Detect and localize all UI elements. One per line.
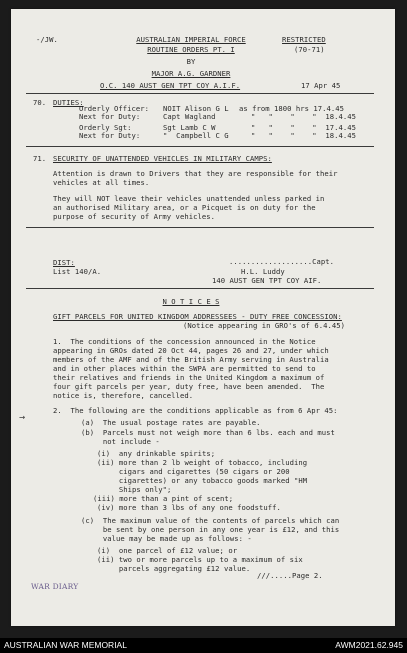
duty-role: Orderly Officer: xyxy=(79,104,150,113)
order-71-number: 71. xyxy=(33,154,47,163)
condition-b-sub: (iii) more than a pint of scent; xyxy=(93,494,234,503)
notice-item-1-line: appearing in GROs dated 20 Oct 44, pages 26 and 27, under which xyxy=(53,346,329,355)
condition-c-line: be sent by one person in any one year is £12, and this xyxy=(81,525,340,534)
duty-role: Next for Duty: xyxy=(79,131,141,140)
notice-item-1-line: members of the AMF and of the British Army serving in Australia xyxy=(53,355,329,364)
notice-subject: GIFT PARCELS FOR UNITED KINGDOM ADDRESSEES - DUTY FREE CONCESSION: xyxy=(53,312,342,321)
order-71-title: SECURITY OF UNATTENDED VEHICLES IN MILITARY CAMPS: xyxy=(53,154,272,163)
order-71-para-line: an authorised Military area, or a Picquet is on duty for the xyxy=(53,203,316,212)
pin-hole-mark: → xyxy=(19,412,26,423)
by-line: BY xyxy=(186,57,196,66)
signature-line: ...................Capt. xyxy=(229,257,335,266)
notice-item-1-line: 1. The conditions of the concession announced in the Notice xyxy=(53,337,316,346)
duty-name: Capt Wagland xyxy=(163,112,216,121)
signatory-name: H.L. Luddy xyxy=(241,267,285,276)
duty-name: " Campbell C G xyxy=(163,131,229,140)
header-rule xyxy=(26,93,374,94)
order-70-rule xyxy=(26,146,374,147)
duty-from: " " " " 18.4.45 xyxy=(251,112,357,121)
order-71-para-line: Attention is drawn to Drivers that they are responsible for their xyxy=(53,169,338,178)
institution-name: AUSTRALIAN WAR MEMORIAL xyxy=(4,640,127,650)
order-70-number: 70. xyxy=(33,98,47,107)
signatory-unit: 140 AUST GEN TPT COY AIF. xyxy=(212,276,322,285)
classification: RESTRICTED xyxy=(282,35,326,44)
notice-item-1-line: and in other places within the SWPA are permitted to send to xyxy=(53,364,316,373)
document-page xyxy=(11,9,395,626)
notice-item-1-line: notice is, therefore, cancelled. xyxy=(53,391,194,400)
duty-from: " " " " 18.4.45 xyxy=(251,131,357,140)
reference-code: -/JW. xyxy=(36,35,58,44)
war-diary-stamp: WAR DIARY xyxy=(31,582,79,591)
order-range: (70-71) xyxy=(294,45,325,54)
notice-item-1-line: their relatives and friends in the United Kingdom a maximum of xyxy=(53,373,325,382)
unit-line: O.C. 140 AUST GEN TPT COY A.I.F. xyxy=(100,81,241,90)
condition-b-line: (b) Parcels must not weigh more than 6 lbs. each and must xyxy=(81,428,335,437)
order-71-para-line: vehicles at all times. xyxy=(53,178,150,187)
organisation-title: AUSTRALIAN IMPERIAL FORCE xyxy=(136,35,246,44)
catalogue-number: AWM2021.62.945 xyxy=(335,640,403,650)
order-71-para-line: purpose of security of Army vehicles. xyxy=(53,212,215,221)
duty-role: Orderly Sgt: xyxy=(79,123,132,132)
condition-b-sub: cigars and cigarettes (50 cigars or 200 xyxy=(97,467,290,476)
condition-c-sub: parcels aggregating £12 value. xyxy=(97,564,251,573)
condition-a: (a) The usual postage rates are payable. xyxy=(81,418,261,427)
archive-footer xyxy=(0,638,407,653)
condition-c-sub: (i) one parcel of £12 value; or xyxy=(97,546,238,555)
order-series: ROUTINE ORDERS PT. I xyxy=(147,45,235,54)
condition-c-line: (c) The maximum value of the contents of parcels which can xyxy=(81,516,340,525)
condition-b-sub: (i) any drinkable spirits; xyxy=(97,449,216,458)
condition-b-sub: Ships only"; xyxy=(97,485,172,494)
condition-b-sub: (iv) more than 3 lbs of any one foodstuff. xyxy=(97,503,281,512)
order-70-title: DUTIES: xyxy=(53,98,84,107)
notices-heading: N O T I C E S xyxy=(162,297,220,306)
distribution-list: List 140/A. xyxy=(53,267,102,276)
duty-from: " " " " 17.4.45 xyxy=(251,123,357,132)
condition-c-sub: (ii) two or more parcels up to a maximum of six xyxy=(97,555,303,564)
order-71-para-line: They will NOT leave their vehicles unattended unless parked in xyxy=(53,194,325,203)
condition-b-sub: cigarettes) or any tobacco goods marked "HM xyxy=(97,476,308,485)
order-date: 17 Apr 45 xyxy=(301,81,341,90)
condition-b-line: not include - xyxy=(81,437,160,446)
duty-role: Next for Duty: xyxy=(79,112,141,121)
order-71-rule xyxy=(26,227,374,228)
duty-name: NOIT Alison G L xyxy=(163,104,229,113)
continuation-note: ///.....Page 2. xyxy=(257,571,323,580)
commander-name: MAJOR A.G. GARDNER xyxy=(151,69,231,78)
notice-source: (Notice appearing in GRO's of 6.4.45) xyxy=(183,321,345,330)
condition-b-sub: (ii) more than 2 lb weight of tobacco, including xyxy=(97,458,308,467)
distribution-label: DIST: xyxy=(53,258,75,267)
condition-c-line: value may be made up as follows: - xyxy=(81,534,252,543)
notice-item-1-line: four gift parcels per year, duty free, have been amended. The xyxy=(53,382,325,391)
signature-rule xyxy=(26,288,374,289)
duty-name: Sgt Lamb C W xyxy=(163,123,216,132)
duty-from: as from 1800 hrs 17.4.45 xyxy=(239,104,345,113)
notice-item-2-intro: 2. The following are the conditions applicable as from 6 Apr 45: xyxy=(53,406,338,415)
